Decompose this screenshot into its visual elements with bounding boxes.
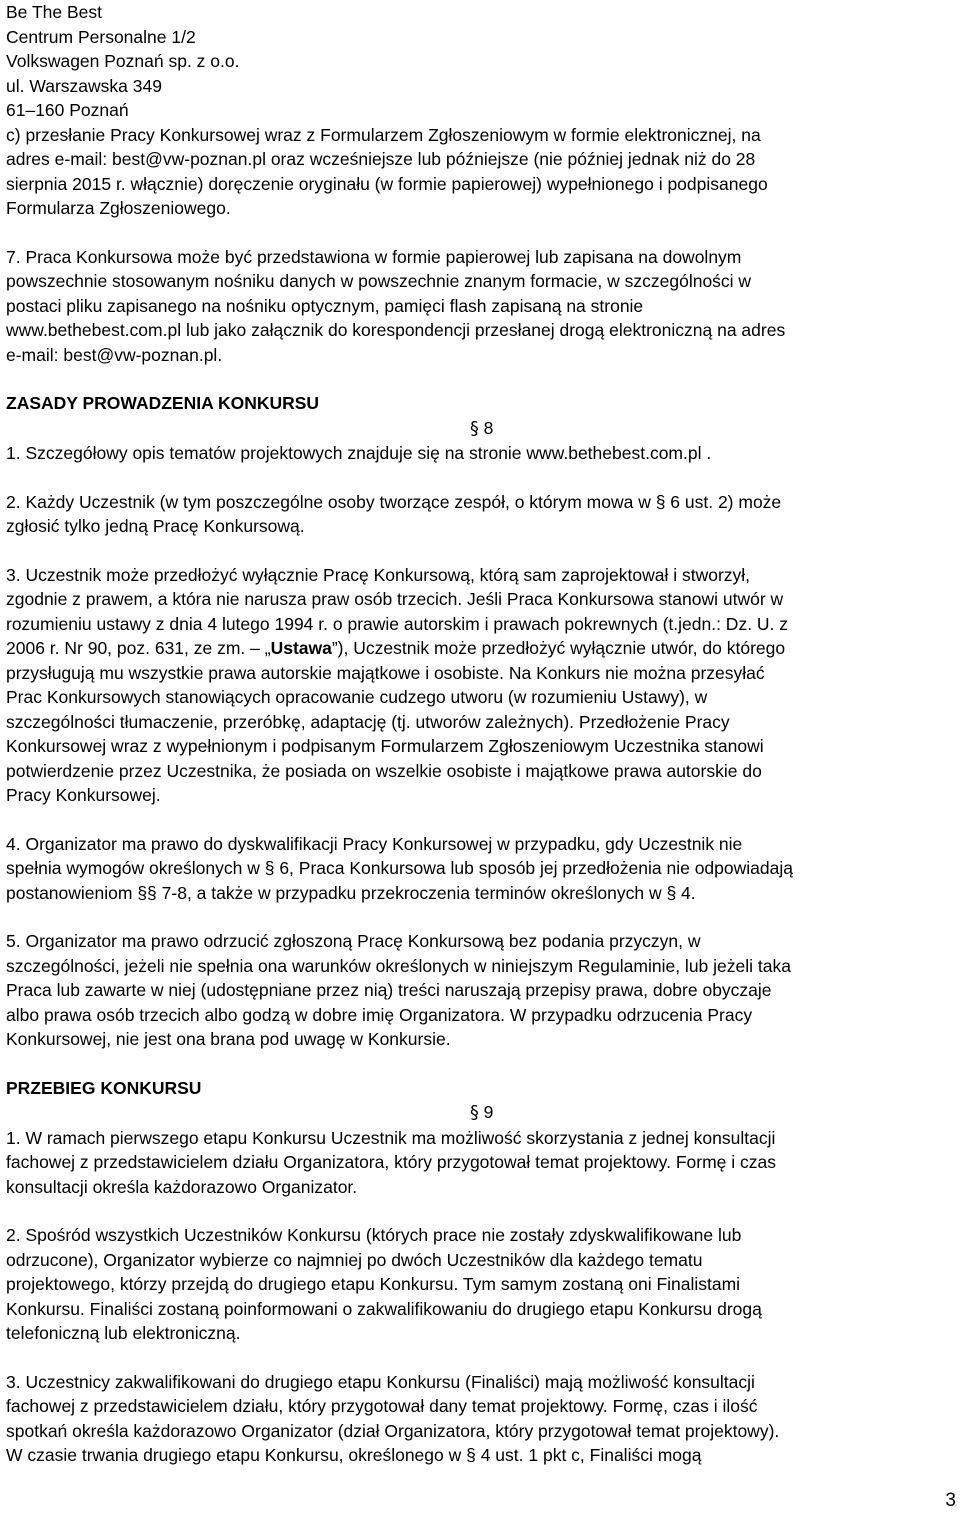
text-line: postanowieniom §§ 7-8, a także w przypadku przekroczenia terminów określonych w § 4. [6, 882, 696, 903]
text-line: spotkań określa każdorazowo Organizator (dział Organizatora, który przygotował temat projektowy). [6, 1420, 780, 1441]
paragraph-8-3 [6, 563, 954, 808]
page-number: 3 [945, 1489, 956, 1511]
text-line: przysługują mu wszystkie prawa autorskie majątkowe i osobiste. Na Konkurs nie można przesyłać [6, 662, 765, 683]
text-line: e-mail: best@vw-poznan.pl. [6, 344, 223, 365]
text-line: W czasie trwania drugiego etapu Konkursu, określonego w § 4 ust. 1 pkt c, Finaliści mogą [6, 1445, 702, 1465]
letterhead-line: ul. Warszawska 349 [6, 75, 162, 96]
section-sign: § [470, 418, 479, 439]
text-line: albo prawa osób trzecich albo godzą w dobre imię Organizatora. W przypadku odrzucenia Pracy [6, 1004, 753, 1025]
text-line: rozumieniu ustawy z dnia 4 lutego 1994 r. o prawie autorskim i prawach pokrewnych (t.jedn.: Dz. U. z [6, 613, 789, 634]
text-line: Konkursowej, nie jest ona brana pod uwagę w Konkursie. [6, 1029, 451, 1049]
text-line: spełnia wymogów określonych w § 6, Praca Konkursowa lub sposób jej przedłożenia nie odpowiadają [6, 858, 793, 878]
text-line: 4. Organizator ma prawo do dyskwalifikacji Pracy Konkursowej w przypadku, gdy Uczestnik nie [6, 833, 743, 854]
text-line: powszechnie stosowanym nośniku danych w powszechnie znanym formacie, w szczególności w [6, 271, 752, 291]
section-number-9 [6, 1100, 954, 1126]
text-line: szczególności, jeżeli nie spełnia ona warunków określonych w niniejszym Regulaminie, lub jeżeli taka [6, 955, 791, 976]
text-span: 2006 r. Nr 90, poz. 631, ze zm. – „ [6, 638, 271, 658]
text-line: Pracy Konkursowej. [6, 785, 161, 805]
text-line: Formularza Zgłoszeniowego. [6, 198, 231, 218]
text-line: fachowej z przedstawicielem działu Organizatora, który przygotował temat projektowy. Formę i czas [6, 1152, 776, 1172]
section-heading-przebieg: PRZEBIEG KONKURSU [6, 1077, 202, 1098]
text-line: szczególności tłumaczenie, przeróbkę, adaptację (tj. utworów zależnych). Przedłożenie Pracy [6, 711, 730, 732]
text-line: sierpnia 2015 r. włącznie) doręczenie oryginału (w formie papierowej) wypełnionego i podpisanego [6, 173, 768, 194]
letterhead [6, 0, 954, 123]
letterhead-line: Centrum Personalne 1/2 [6, 26, 196, 47]
letterhead-line: Volkswagen Poznań sp. z o.o. [6, 51, 240, 71]
text-line: Konkursowej wraz z wypełnionym i podpisanym Formularzem Zgłoszeniowym Uczestnika stanowi [6, 736, 764, 756]
text-line: zgłosić tylko jedną Pracę Konkursową. [6, 516, 305, 536]
text-line: 2. Spośród wszystkich Uczestników Konkursu (których prace nie zostały zdyskwalifikowane lub [6, 1225, 742, 1245]
defined-term: Ustawa [270, 638, 332, 658]
text-line: Praca lub zawarte w niej (udostępniane przez nią) treści naruszają przepisy prawa, dobre obyczaje [6, 980, 772, 1000]
text-line: zgodnie z prawem, a która nie narusza praw osób trzecich. Jeśli Praca Konkursowa stanowi utwór w [6, 589, 784, 609]
text-line: postaci pliku zapisanego na nośniku optycznym, pamięci flash zapisaną na stronie [6, 295, 644, 316]
paragraph-8-4 [6, 832, 954, 906]
paragraph-9-3 [6, 1370, 954, 1468]
text-line: 3. Uczestnik może przedłożyć wyłącznie Pracę Konkursową, którą sam zaprojektował i stworzył, [6, 564, 751, 585]
paragraph-8-5 [6, 929, 954, 1052]
paragraph-7 [6, 245, 954, 368]
section-number: 9 [483, 1102, 494, 1122]
text-line: Prac Konkursowych stanowiących opracowanie cudzego utworu (w rozumieniu Ustawy), w [6, 687, 708, 707]
paragraph-9-1 [6, 1126, 954, 1200]
paragraph-9-2 [6, 1223, 954, 1346]
text-line: konsultacji określa każdorazowo Organizator. [6, 1176, 358, 1197]
letterhead-line: 61–160 Poznań [6, 100, 129, 120]
text-line: telefoniczną lub elektroniczną. [6, 1323, 241, 1343]
text-span: ”), Uczestnik może przedłożyć wyłącznie utwór, do którego [331, 638, 786, 658]
text-line: 7. Praca Konkursowa może być przedstawiona w formie papierowej lub zapisana na dowolnym [6, 246, 742, 267]
text-line: 5. Organizator ma prawo odrzucić zgłoszoną Pracę Konkursową bez podania przyczyn, w [6, 931, 701, 951]
text-line: adres e-mail: best@vw-poznan.pl oraz wcześniejsze lub późniejsze (nie później jednak niż do 28 [6, 149, 756, 169]
text-line: www.bethebest.com.pl lub jako załącznik do korespondencji przesłanej drogą elektroniczną na adres [6, 320, 786, 340]
text-line: 1. Szczegółowy opis tematów projektowych znajduje się na stronie www.bethebest.com.pl . [6, 443, 712, 463]
text-line: potwierdzenie przez Uczestnika, że posiada on wszelkie osobiste i majątkowe prawa autorskie do [6, 760, 762, 781]
document-page [6, 0, 954, 1468]
section-sign: § [470, 1103, 479, 1123]
text-line: c) przesłanie Pracy Konkursowej wraz z Formularzem Zgłoszeniowym w formie elektronicznej, na [6, 124, 761, 145]
section-number-8 [6, 416, 954, 442]
text-line: 1. W ramach pierwszego etapu Konkursu Uczestnik ma możliwość skorzystania z jednej konsultacji [6, 1127, 776, 1148]
section-number: 8 [483, 417, 494, 438]
letterhead-line: Be The Best [6, 2, 102, 22]
section-heading-zasady: ZASADY PROWADZENIA KONKURSU [6, 393, 320, 413]
text-line: 2. Każdy Uczestnik (w tym poszczególne osoby tworzące zespół, o którym mowa w § 6 ust. 2) może [6, 491, 782, 512]
paragraph-8-2 [6, 490, 954, 539]
text-line: Konkursu. Finaliści zostaną poinformowani o zakwalifikowaniu do drugiego etapu Konkursu drogą [6, 1298, 762, 1319]
text-line: projektowego, którzy przejdą do drugiego etapu Konkursu. Tym samym zostaną oni Finalistami [6, 1274, 741, 1294]
text-line: 3. Uczestnicy zakwalifikowani do drugiego etapu Konkursu (Finaliści) mają możliwość konsultacji [6, 1371, 755, 1392]
text-line: odrzucone), Organizator wybierze co najmniej po dwóch Uczestników dla każdego tematu [6, 1249, 703, 1270]
text-line [6, 636, 954, 661]
text-line: fachowej z przedstawicielem działu, który przygotował dany temat projektowy. Formę, czas i ilość [6, 1396, 758, 1416]
paragraph-6c [6, 123, 954, 221]
